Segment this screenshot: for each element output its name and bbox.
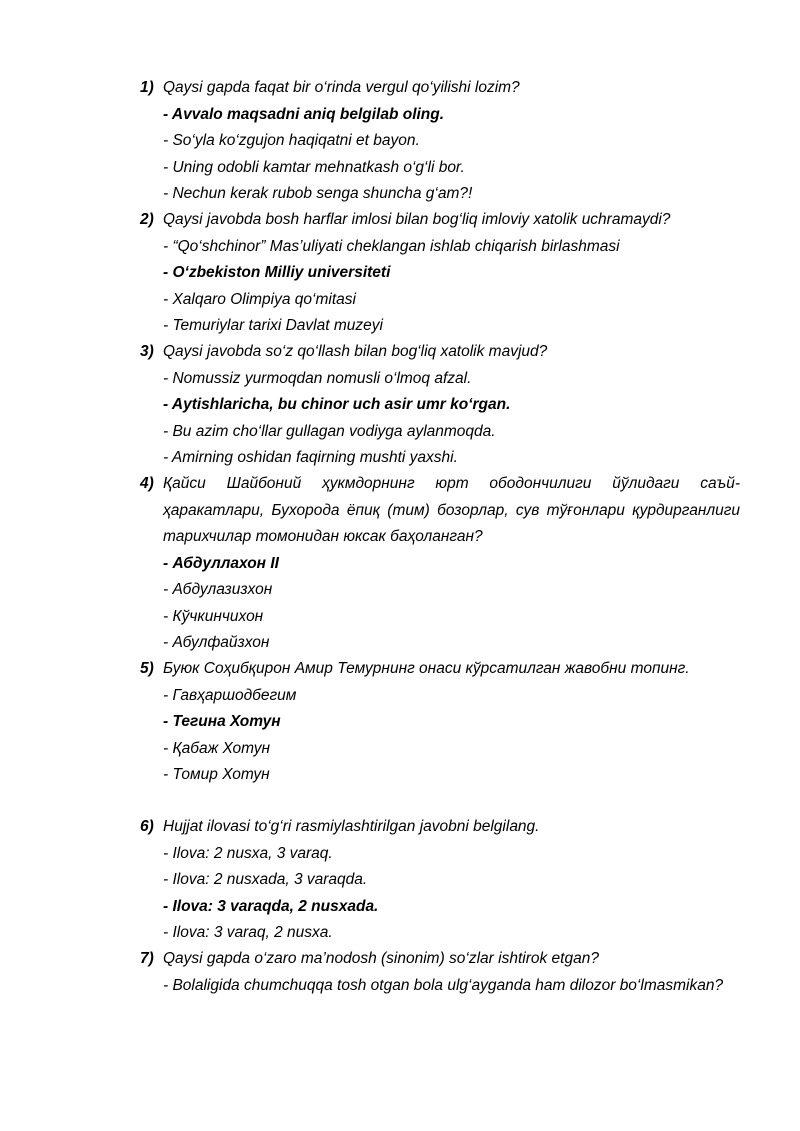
answer-option: - Nechun kerak rubob senga shuncha g‘am?! bbox=[163, 185, 473, 202]
answer-option: - Ilova: 3 varaq, 2 nusxa. bbox=[163, 924, 333, 941]
answer-option-correct: - Aytishlaricha, bu chinor uch asir umr ko‘rgan. bbox=[163, 396, 511, 413]
answer-option-correct: - Ilova: 3 varaqda, 2 nusxada. bbox=[163, 897, 379, 915]
answer-option-correct: - Тегина Хотун bbox=[163, 713, 281, 730]
question-text: Qaysi gapda o‘zaro ma’nodosh (sinonim) so‘zlar ishtirok etgan? bbox=[163, 950, 599, 967]
question-text: Қайси Шайбоний ҳукмдорнинг юрт ободончилиги йўлидаги саъй-ҳаракатлари, Бухорода ёпиқ (тим) бозорлар, сув тўғонлари қурдирганлиги тарихчилар томонидан юксак баҳоланган? bbox=[163, 475, 740, 545]
answer-option-correct: - O‘zbekiston Milliy universiteti bbox=[163, 264, 391, 281]
question-2 bbox=[140, 207, 740, 340]
question-4 bbox=[140, 471, 740, 657]
question-number: 2) bbox=[140, 211, 154, 228]
answer-option-correct: - Avvalo maqsadni aniq belgilab oling. bbox=[163, 105, 445, 123]
question-1 bbox=[140, 75, 740, 208]
answer-option-correct: - Абдуллахон II bbox=[163, 554, 279, 572]
answer-option: - Xalqaro Olimpiya qo‘mitasi bbox=[163, 290, 356, 308]
answer-option: - Томир Хотун bbox=[163, 766, 270, 783]
answer-option: - Ilova: 2 nusxada, 3 varaqda. bbox=[163, 871, 368, 888]
question-6 bbox=[140, 814, 740, 947]
answer-option: - “Qo‘shchinor” Mas’uliyati cheklangan ishlab chiqarish birlashmasi bbox=[163, 237, 620, 255]
answer-option: - Абулфайзхон bbox=[163, 634, 270, 651]
answer-option: - Абдулазизхон bbox=[163, 581, 273, 598]
answer-option: - Amirning oshidan faqirning mushti yaxshi. bbox=[163, 449, 458, 466]
question-number: 7) bbox=[140, 950, 154, 967]
answer-option: - Uning odobli kamtar mehnatkash o‘g‘li bor. bbox=[163, 158, 465, 176]
answer-option: - Ilova: 2 nusxa, 3 varaq. bbox=[163, 844, 333, 862]
question-3 bbox=[140, 339, 740, 472]
question-number: 3) bbox=[140, 343, 154, 360]
question-number: 1) bbox=[140, 79, 154, 96]
answer-option: - Гавҳаршодбегим bbox=[163, 686, 297, 704]
question-text: Qaysi javobda so‘z qo‘llash bilan bog‘liq xatolik mavjud? bbox=[163, 343, 548, 360]
answer-option: - Nomussiz yurmoqdan nomusli o‘lmoq afzal. bbox=[163, 369, 472, 387]
answer-option: - Bolaligida chumchuqqa tosh otgan bola ulg‘ayganda ham dilozor bo‘lmasmikan? bbox=[163, 976, 724, 994]
question-number: 4) bbox=[140, 475, 154, 492]
answer-option: - So‘yla ko‘zgujon haqiqatni et bayon. bbox=[163, 132, 420, 149]
answer-option: - Bu azim cho‘llar gullagan vodiyga aylanmoqda. bbox=[163, 422, 496, 440]
question-text: Qaysi gapda faqat bir o‘rinda vergul qo‘yilishi lozim? bbox=[163, 79, 520, 96]
answer-option: - Temuriylar tarixi Davlat muzeyi bbox=[163, 317, 383, 334]
question-7 bbox=[140, 946, 740, 999]
question-text: Буюк Соҳибқирон Амир Темурнинг онаси кўрсатилган жавобни топинг. bbox=[163, 660, 690, 677]
question-number: 6) bbox=[140, 818, 154, 835]
question-text: Qaysi javobda bosh harflar imlosi bilan bog‘liq imloviy xatolik uchramaydi? bbox=[163, 211, 671, 228]
answer-option: - Қабаж Хотун bbox=[163, 739, 271, 757]
question-number: 5) bbox=[140, 660, 154, 677]
question-5 bbox=[140, 656, 740, 789]
question-text: Hujjat ilovasi to‘g‘ri rasmiylashtirilgan javobni belgilang. bbox=[163, 818, 540, 835]
answer-option: - Кўчкинчихон bbox=[163, 607, 264, 625]
